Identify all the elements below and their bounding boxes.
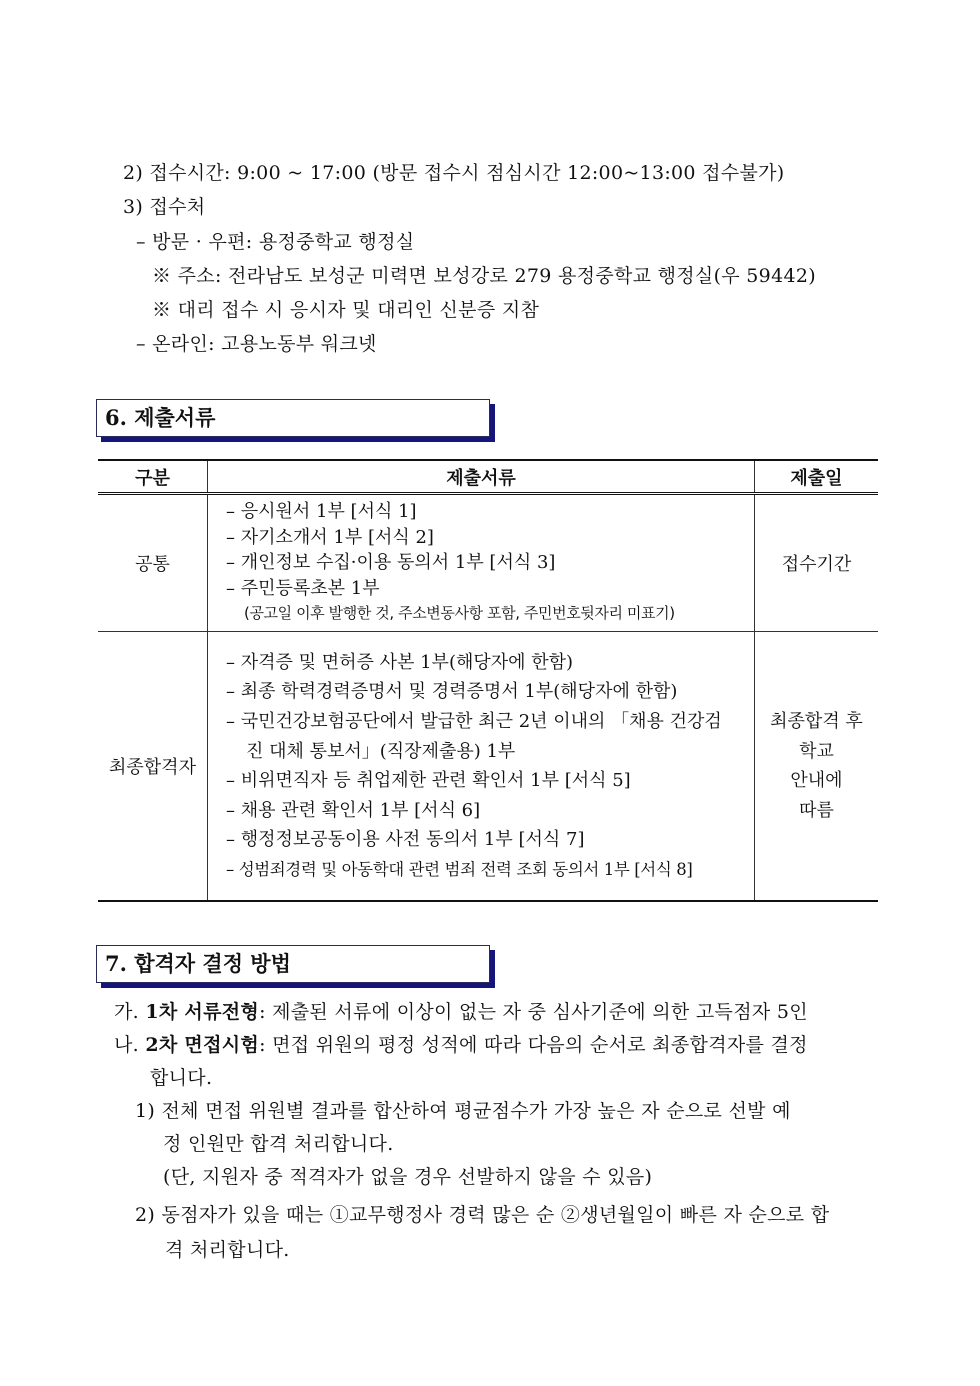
header-due: 제출일 (755, 460, 879, 494)
section6-heading-box (96, 399, 490, 437)
category-final: 최종합격자 (98, 631, 208, 901)
list-item: 진 대체 통보서」(직장제출용) 1부 (246, 740, 516, 762)
section6-title: 6. 제출서류 (105, 405, 216, 430)
list-item: – 자격증 및 면허증 사본 1부(해당자에 한함) (226, 651, 574, 673)
documents-table (98, 459, 878, 902)
sub-item-2-line1: 2) 동점자가 있을 때는 ①교무행정사 경력 많은 순 ②생년월일이 빠른 자 순으로 합 (135, 1204, 830, 1226)
list-item: – 성범죄경력 및 아동학대 관련 범죄 전력 조회 동의서 1부 [서식 8] (226, 860, 693, 879)
item-a-label: 1차 서류전형 (145, 1001, 260, 1023)
resident-registration-note: (공고일 이후 발행한 것, 주소변동사항 포함, 주민번호뒷자리 미표기) (244, 604, 675, 623)
due-final (755, 631, 879, 901)
list-item: – 응시원서 1부 [서식 1] (226, 501, 417, 522)
selection-item-a (114, 1000, 808, 1024)
receipt-visit-line: – 방문 · 우편: 용정중학교 행정실 (136, 231, 415, 253)
receipt-place-heading: 3) 접수처 (123, 196, 206, 218)
item-b-prefix: 나. (114, 1034, 146, 1056)
category-common: 공통 (98, 494, 208, 632)
table-header-row (98, 460, 878, 494)
item-b-label: 2차 면접시험 (145, 1034, 260, 1056)
due-final-line: 안내에 (790, 770, 843, 792)
list-item: – 국민건강보험공단에서 발급한 최근 2년 이내의 「채용 건강검 (226, 711, 722, 733)
list-item: – 행정정보공동이용 사전 동의서 1부 [서식 7] (226, 829, 585, 851)
list-item: – 자기소개서 1부 [서식 2] (226, 526, 434, 548)
list-item: – 비위면직자 등 취업제한 관련 확인서 1부 [서식 5] (226, 770, 631, 792)
due-final-line: 학교 (799, 740, 834, 762)
header-documents: 제출서류 (208, 460, 755, 494)
list-item: – 주민등록초본 1부 (226, 577, 380, 599)
list-item: – 개인정보 수집·이용 동의서 1부 [서식 3] (226, 552, 556, 574)
section7-heading-box (96, 945, 490, 983)
receipt-proxy-line: ※ 대리 접수 시 응시자 및 대리인 신분증 지참 (152, 299, 540, 321)
item-a-text: : 제출된 서류에 이상이 없는 자 중 심사기준에 의한 고득점자 5인 (259, 1001, 808, 1023)
item-a-prefix: 가. (114, 1001, 146, 1023)
table-row-common (98, 494, 878, 632)
sub-item-2-line2: 격 처리합니다. (165, 1239, 290, 1261)
due-final-line: 최종합격 후 (770, 711, 863, 733)
sub-item-1-line2: 정 인원만 합격 처리합니다. (163, 1133, 394, 1155)
header-category: 구분 (98, 460, 208, 494)
receipt-time-line: 2) 접수시간: 9:00 ~ 17:00 (방문 접수시 점심시간 12:00~13:00 접수불가) (123, 162, 785, 184)
due-common: 접수기간 (755, 494, 879, 632)
documents-common (208, 494, 755, 632)
receipt-online-line: – 온라인: 고용노동부 워크넷 (136, 333, 377, 355)
table-row-final (98, 631, 878, 901)
selection-item-b (114, 1033, 808, 1057)
due-final-line: 따름 (799, 799, 834, 821)
list-item: – 최종 학력경력증명서 및 경력증명서 1부(해당자에 한함) (226, 681, 678, 703)
sub-item-1-note: (단, 지원자 중 적격자가 없을 경우 선발하지 않을 수 있음) (163, 1166, 653, 1188)
item-b-continuation: 합니다. (150, 1067, 213, 1089)
section7-title: 7. 합격자 결정 방법 (105, 951, 291, 976)
list-item: – 채용 관련 확인서 1부 [서식 6] (226, 799, 481, 821)
sub-item-1-line1: 1) 전체 면접 위원별 결과를 합산하여 평균점수가 가장 높은 자 순으로 선발 예 (135, 1100, 791, 1122)
documents-final (208, 631, 755, 901)
receipt-address-line: ※ 주소: 전라남도 보성군 미력면 보성강로 279 용정중학교 행정실(우 59442) (152, 265, 816, 287)
item-b-text: : 면접 위원의 평정 성적에 따라 다음의 순서로 최종합격자를 결정 (259, 1034, 808, 1056)
